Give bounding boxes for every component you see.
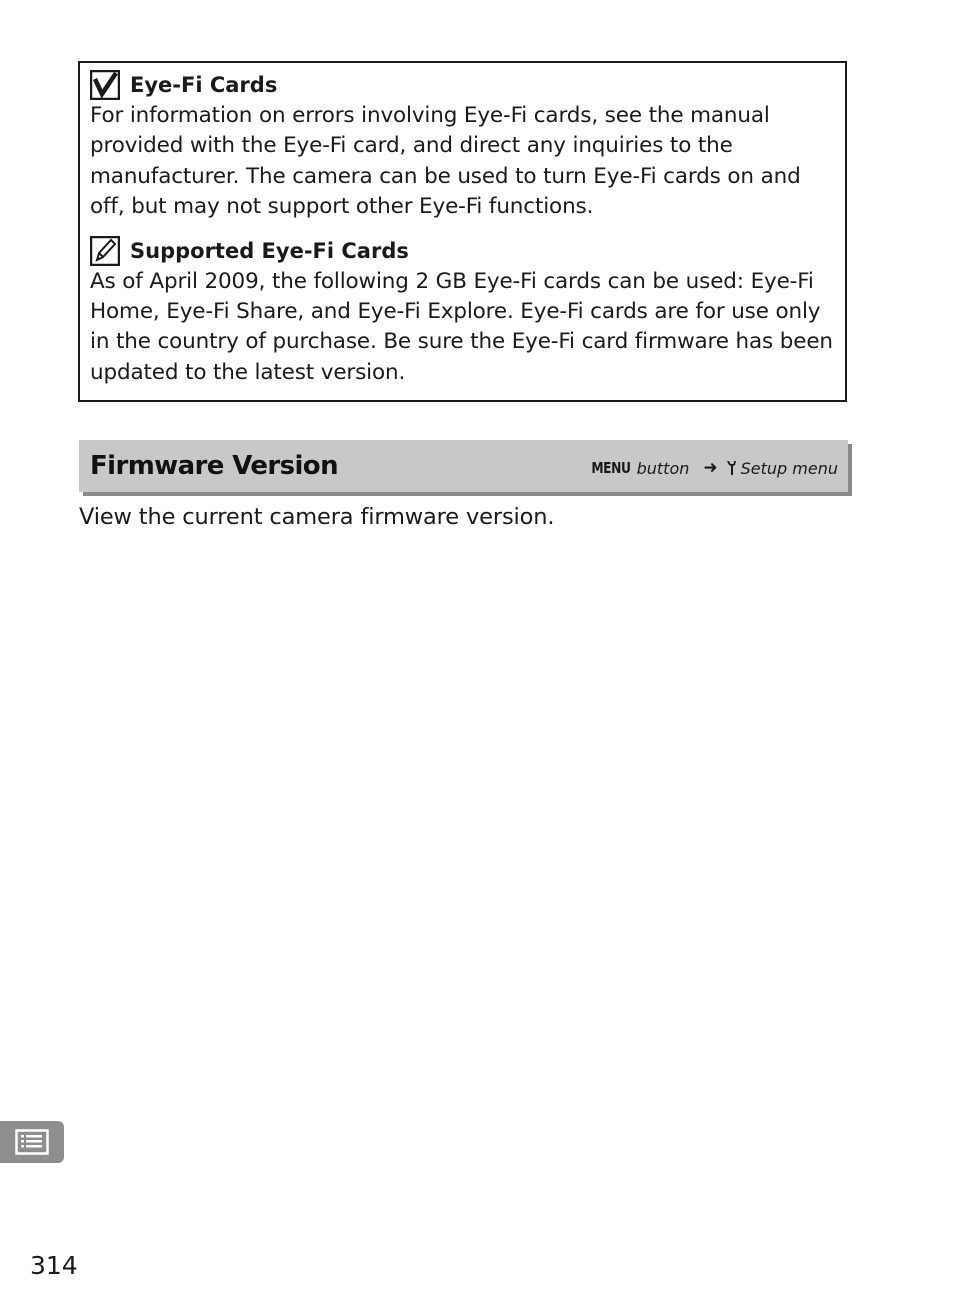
section-title: Firmware Version xyxy=(90,451,338,481)
note-supported-eye-fi-cards xyxy=(90,235,835,389)
caution-check-icon xyxy=(90,70,120,100)
note-body: For information on errors involving Eye-Fi cards, see the manual provided with the Eye-Fi card, and direct any inquiries to the manufacturer. The camera can be used to turn Eye-Fi cards on and off, but may not support other Eye-Fi functions. xyxy=(90,103,801,220)
menu-button-label: MENU xyxy=(590,459,631,477)
wrench-icon xyxy=(726,460,737,476)
pencil-note-icon xyxy=(90,236,120,266)
notes-box xyxy=(78,61,847,402)
page-number: 314 xyxy=(30,1251,78,1280)
arrow-right-icon: ➜ xyxy=(703,458,718,478)
button-word: button xyxy=(636,458,690,478)
note-title: Eye-Fi Cards xyxy=(130,73,278,97)
section-header xyxy=(79,440,848,492)
section-description: View the current camera firmware version. xyxy=(79,504,555,530)
setup-menu-label: Setup menu xyxy=(740,458,838,478)
note-body: As of April 2009, the following 2 GB Eye-Fi cards can be used: Eye-Fi Home, Eye-Fi Share, and Eye-Fi Explore. Eye-Fi cards are for use only in the country of purchase. Be sure the Eye-Fi card firmware has been updated to the latest version. xyxy=(90,268,833,385)
breadcrumb xyxy=(587,458,838,478)
note-title: Supported Eye-Fi Cards xyxy=(130,238,409,263)
note-eye-fi-cards xyxy=(90,69,835,223)
side-tab xyxy=(0,1121,64,1163)
menu-list-icon xyxy=(15,1129,49,1155)
